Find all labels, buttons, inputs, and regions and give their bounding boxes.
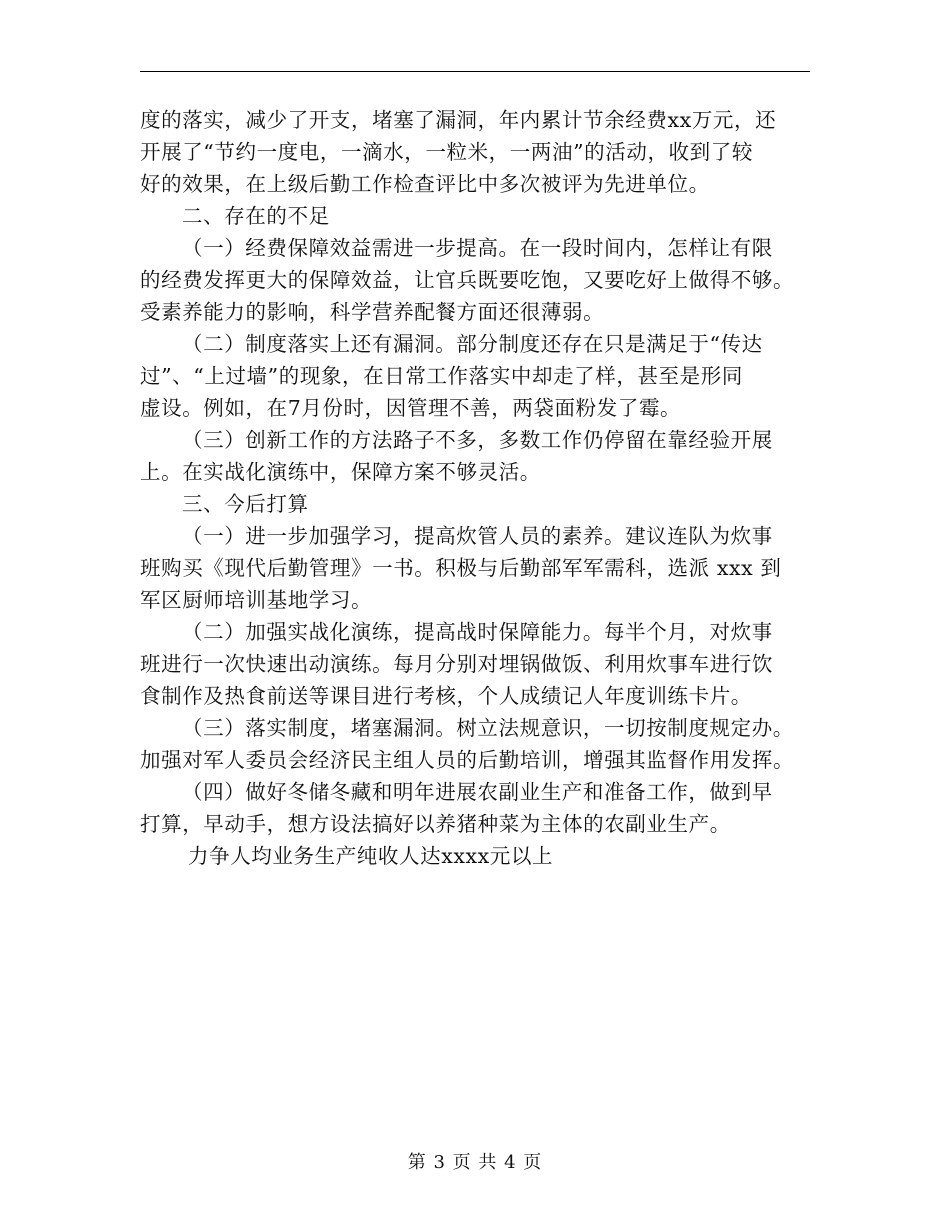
text-line: 过”、“上过墙”的现象，在日常工作落实中却走了样，甚至是形同: [140, 364, 743, 388]
page-number: 第 3 页 共 4 页: [407, 1152, 543, 1173]
section-heading: 二、存在的不足: [182, 204, 330, 228]
text-line: （一）进一步加强学习，提高炊管人员的素养。建议连队为炊事: [182, 524, 773, 548]
text-line: （三）落实制度，堵塞漏洞。树立法规意识，一切按制度规定办。: [182, 716, 794, 740]
text-line: 食制作及热食前送等课目进行考核，个人成绩记人年度训练卡片。: [140, 684, 752, 708]
text-line: 受素养能力的影响，科学营养配餐方面还很薄弱。: [140, 300, 605, 324]
text-line: （一）经费保障效益需进一步提高。在一段时间内，怎样让有限: [182, 236, 773, 260]
text-line: 班进行一次快速出动演练。每月分别对埋锅做饭、利用炊事车进行饮: [140, 652, 773, 676]
text-line: 军区厨师培训基地学习。: [140, 588, 373, 612]
text-line: 开展了“节约一度电，一滴水，一粒米，一两油”的活动，收到了较: [140, 140, 753, 164]
text-line: 好的效果，在上级后勤工作检查评比中多次被评为先进单位。: [140, 172, 710, 196]
text-line: 度的落实，减少了开支，堵塞了漏洞，年内累计节余经费xx万元，还: [140, 108, 777, 132]
document-body: [140, 104, 812, 872]
text-line: 上。在实战化演练中，保障方案不够灵活。: [140, 460, 541, 484]
text-line: （三）创新工作的方法路子不多，多数工作仍停留在靠经验开展: [182, 428, 773, 452]
text-line: （四）做好冬储冬藏和明年进展农副业生产和准备工作，做到早: [182, 780, 773, 804]
text-line: 加强对军人委员会经济民主组人员的后勤培训，增强其监督作用发挥。: [140, 748, 795, 772]
text-line: 班购买《现代后勤管理》一书。积极与后勤部军军需科，选派 xxx 到: [140, 556, 782, 580]
text-line: （二）制度落实上还有漏洞。部分制度还存在只是满足于“传达: [182, 332, 763, 356]
text-line: 虚设。例如，在7月份时，因管理不善，两袋面粉发了霉。: [140, 396, 682, 420]
text-line: （二）加强实战化演练，提高战时保障能力。每半个月，对炊事: [182, 620, 773, 644]
text-line: 打算，早动手，想方设法搞好以养猪种菜为主体的农副业生产。: [140, 812, 731, 836]
header-rule: [140, 71, 810, 72]
section-heading: 三、今后打算: [182, 492, 309, 516]
text-line: 的经费发挥更大的保障效益，让官兵既要吃饱，又要吃好上做得不够。: [140, 268, 795, 292]
text-line: 力争人均业务生产纯收人达xxxx元以上: [188, 844, 554, 868]
